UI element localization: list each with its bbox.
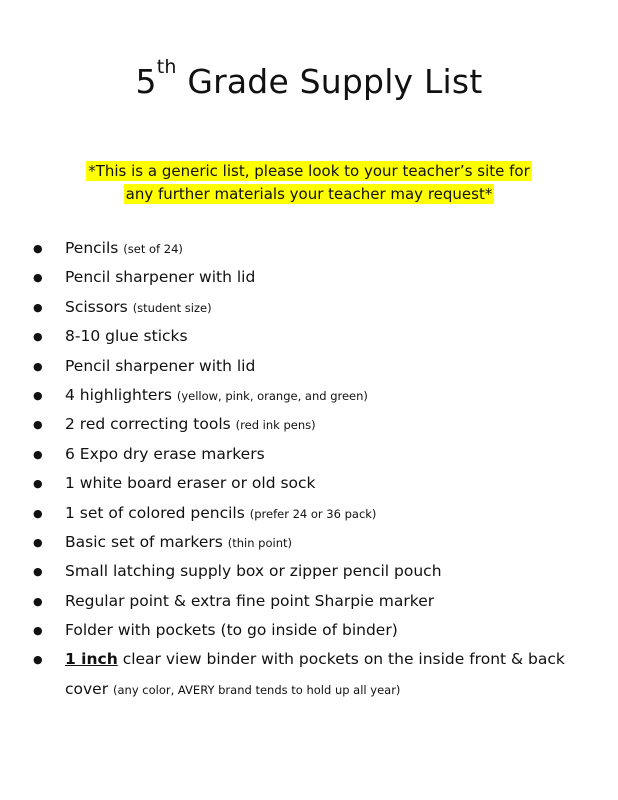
item-text bbox=[65, 322, 188, 352]
bullet-icon: ● bbox=[33, 271, 43, 285]
item-note: (thin point) bbox=[227, 535, 292, 550]
item-label: 6 Expo dry erase markers bbox=[65, 444, 265, 463]
bullet-icon: ● bbox=[33, 624, 43, 638]
item-note: (red ink pens) bbox=[235, 418, 316, 433]
list-item bbox=[33, 587, 603, 616]
item-label: 4 highlighters bbox=[65, 385, 177, 404]
item-text bbox=[65, 587, 434, 617]
bullet-icon: ● bbox=[33, 447, 43, 461]
item-text bbox=[65, 440, 265, 470]
list-item bbox=[33, 440, 603, 469]
item-text bbox=[65, 263, 255, 293]
item-label: Scissors bbox=[65, 297, 133, 316]
bullet-icon: ● bbox=[33, 300, 43, 314]
item-text bbox=[65, 616, 398, 646]
item-label: clear view binder with pockets on the inside front & back cover bbox=[65, 650, 565, 698]
item-text bbox=[65, 381, 368, 411]
item-label: 8-10 glue sticks bbox=[65, 327, 188, 346]
bullet-icon: ● bbox=[33, 565, 43, 579]
list-item-binder bbox=[33, 645, 603, 703]
bullet-icon: ● bbox=[33, 506, 43, 520]
bullet-icon: ● bbox=[33, 359, 43, 373]
bullet-icon: ● bbox=[33, 653, 43, 667]
title-ordinal-suffix: th bbox=[156, 56, 177, 78]
notice-line-1: *This is a generic list, please look to your teacher’s site for bbox=[88, 162, 530, 180]
list-item bbox=[33, 469, 603, 498]
list-item bbox=[33, 410, 603, 439]
bullet-icon: ● bbox=[33, 418, 43, 432]
item-label: 1 white board eraser or old sock bbox=[65, 474, 316, 493]
item-text bbox=[65, 293, 212, 323]
item-label: Pencil sharpener with lid bbox=[65, 268, 256, 287]
item-text bbox=[65, 234, 183, 264]
item-label: 2 red correcting tools bbox=[65, 415, 236, 434]
bullet-icon: ● bbox=[33, 535, 43, 549]
binder-size-underlined: 1 inch bbox=[65, 650, 118, 669]
list-item bbox=[33, 499, 603, 528]
item-text bbox=[65, 352, 255, 382]
bullet-icon: ● bbox=[33, 477, 43, 491]
list-item bbox=[33, 322, 603, 351]
item-label: Folder with pockets (to go inside of binder) bbox=[65, 621, 398, 640]
item-note: (yellow, pink, orange, and green) bbox=[176, 388, 368, 403]
list-item bbox=[33, 528, 603, 557]
list-item bbox=[33, 234, 603, 263]
item-text bbox=[65, 557, 442, 587]
list-item bbox=[33, 557, 603, 586]
bullet-icon: ● bbox=[33, 330, 43, 344]
item-label: Small latching supply box or zipper pencil pouch bbox=[65, 562, 442, 581]
item-note: (student size) bbox=[132, 300, 212, 315]
item-note: (any color, AVERY brand tends to hold up all year) bbox=[113, 682, 401, 697]
bullet-icon: ● bbox=[33, 594, 43, 608]
item-label: Regular point & extra fine point Sharpie marker bbox=[65, 591, 435, 610]
title-grade-number: 5 bbox=[135, 62, 157, 101]
item-note: (prefer 24 or 36 pack) bbox=[249, 506, 377, 521]
item-label: Pencil sharpener with lid bbox=[65, 356, 256, 375]
title-text: Grade Supply List bbox=[176, 62, 483, 101]
generic-list-notice bbox=[0, 160, 618, 206]
item-text bbox=[65, 499, 376, 529]
item-text bbox=[65, 410, 316, 440]
bullet-icon: ● bbox=[33, 242, 43, 255]
list-item bbox=[33, 616, 603, 645]
list-item bbox=[33, 352, 603, 381]
item-text bbox=[65, 645, 585, 705]
item-label: Basic set of markers bbox=[65, 532, 228, 551]
list-item bbox=[33, 293, 603, 322]
item-text bbox=[65, 528, 292, 558]
notice-line-2: any further materials your teacher may request* bbox=[125, 185, 493, 203]
item-label: 1 set of colored pencils bbox=[65, 503, 250, 522]
list-item bbox=[33, 381, 603, 410]
supply-list bbox=[33, 234, 603, 703]
item-note: (set of 24) bbox=[123, 242, 183, 256]
item-text bbox=[65, 469, 316, 499]
bullet-icon: ● bbox=[33, 388, 43, 402]
list-item bbox=[33, 263, 603, 292]
page-title bbox=[0, 56, 618, 101]
item-label: Pencils bbox=[65, 239, 124, 257]
